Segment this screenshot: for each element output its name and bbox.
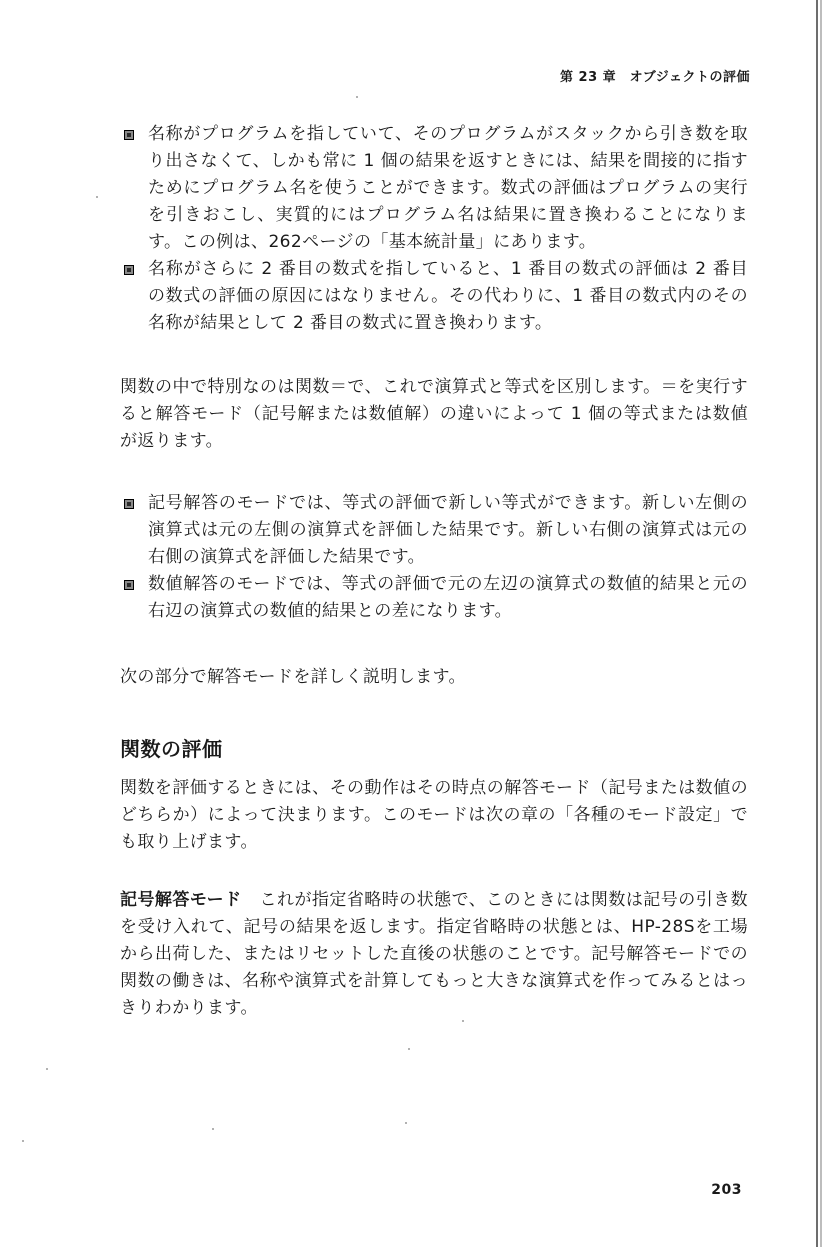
paragraph-next-part: 次の部分で解答モードを詳しく説明します。 [120, 667, 466, 687]
scan-speck [462, 1020, 464, 1022]
scan-speck [405, 1122, 407, 1124]
list-item [120, 490, 748, 571]
square-bullet-icon [124, 580, 134, 590]
page-number: 203 [711, 1182, 742, 1198]
scan-speck [212, 1128, 214, 1130]
list-item [120, 121, 748, 256]
bullet-list-solve-modes [120, 490, 748, 625]
run-in-text: これが指定省略時の状態で、このときには関数は記号の引き数を受け入れて、記号の結果を返します。指定省略時の状態とは、HP-28Sを工場から出荷した、またはリセットした直後の状態のことです。記号解答モードでの関数の働きは、名称や演算式を計算してもっと大きな演算式を作ってみるとはっきりわかります。 [120, 890, 749, 1018]
list-item [120, 571, 748, 625]
page-edge-line [816, 0, 818, 1247]
running-head: 第 23 章 オブジェクトの評価 [560, 70, 750, 85]
list-item-text: 数値解答のモードでは、等式の評価で元の左辺の演算式の数値的結果と元の右辺の演算式の数値的結果との差になります。 [148, 574, 748, 621]
square-bullet-icon [124, 499, 134, 509]
scan-speck [46, 1068, 48, 1070]
list-item-text: 記号解答のモードでは、等式の評価で新しい等式ができます。新しい左側の演算式は元の左側の演算式を評価した結果です。新しい右側の演算式は元の右側の演算式を評価した結果です。 [148, 493, 748, 567]
square-bullet-icon [124, 265, 134, 275]
scan-speck [96, 196, 98, 198]
list-item-text: 名称がプログラムを指していて、そのプログラムがスタックから引き数を取り出さなくて、しかも常に 1 個の結果を返すときには、結果を間接的に指すためにプログラム名を使うことができます。数式の評価はプログラムの実行を引きおこし、実質的にはプログラム名は結果に置き換わることになります。この例は、262ページの「基本統計量」にあります。 [148, 124, 748, 252]
square-bullet-icon [124, 130, 134, 140]
list-item-text: 名称がさらに 2 番目の数式を指していると、1 番目の数式の評価は 2 番目の数式の評価の原因にはなりません。その代わりに、1 番目の数式内のその名称が結果として 2 番目の数式に置き換わります。 [148, 259, 748, 333]
bullet-list-name-reference [120, 121, 748, 337]
run-in-heading: 記号解答モード [120, 890, 242, 910]
scan-speck [22, 1140, 24, 1142]
section-heading: 関数の評価 [120, 737, 223, 761]
list-item [120, 256, 748, 337]
paragraph-symbolic-mode [120, 887, 748, 1022]
scan-speck [408, 1048, 410, 1050]
paragraph-function-evaluation: 関数を評価するときには、その動作はその時点の解答モード（記号または数値のどちらか）によって決まります。このモードは次の章の「各種のモード設定」でも取り上げます。 [120, 778, 748, 852]
scan-speck [356, 96, 358, 98]
paragraph-equals-function: 関数の中で特別なのは関数＝で、これで演算式と等式を区別します。＝を実行すると解答モード（記号解または数値解）の違いによって 1 個の等式または数値が返ります。 [120, 377, 748, 451]
